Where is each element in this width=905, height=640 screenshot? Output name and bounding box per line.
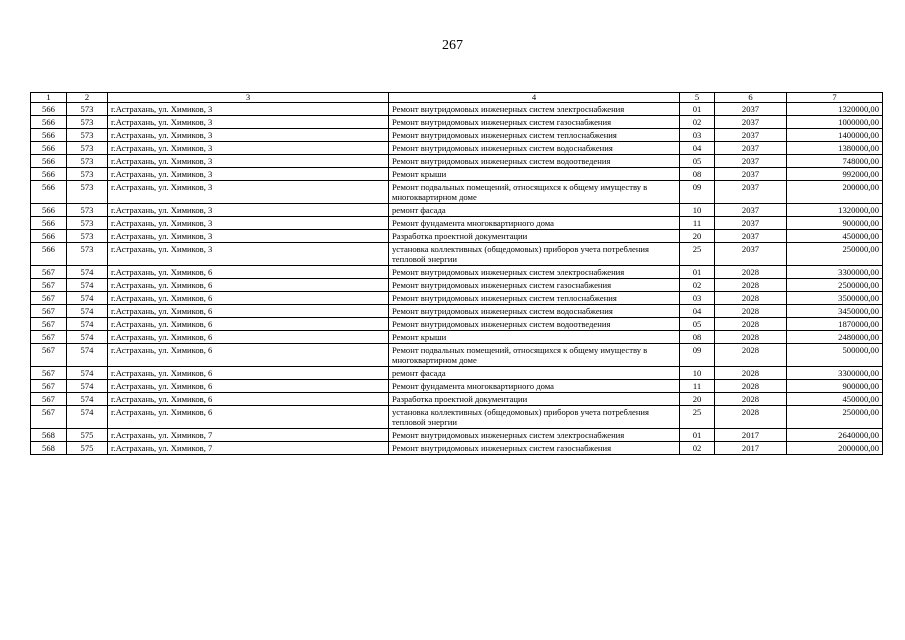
work-code-cell: 11 [680, 217, 715, 230]
column-header-3: 3 [108, 93, 389, 103]
row-number-cell: 567 [31, 279, 67, 292]
row-number-cell: 566 [31, 129, 67, 142]
row-number-cell: 566 [31, 243, 67, 266]
table-header [31, 93, 883, 103]
cost-cell: 992000,00 [787, 168, 883, 181]
work-code-cell: 11 [680, 380, 715, 393]
row-number-cell: 567 [31, 367, 67, 380]
address-cell: г.Астрахань, ул. Химиков, 3 [108, 168, 389, 181]
cost-cell: 3300000,00 [787, 266, 883, 279]
work-code-cell: 09 [680, 181, 715, 204]
record-number-cell: 574 [67, 331, 108, 344]
address-cell: г.Астрахань, ул. Химиков, 3 [108, 181, 389, 204]
row-number-cell: 566 [31, 181, 67, 204]
row-number-cell: 567 [31, 331, 67, 344]
cost-cell: 1400000,00 [787, 129, 883, 142]
work-type-cell: Ремонт внутридомовых инженерных систем теплоснабжения [389, 292, 680, 305]
address-cell: г.Астрахань, ул. Химиков, 6 [108, 406, 389, 429]
column-header-6: 6 [715, 93, 787, 103]
year-cell: 2037 [715, 142, 787, 155]
record-number-cell: 574 [67, 292, 108, 305]
row-number-cell: 567 [31, 266, 67, 279]
record-number-cell: 573 [67, 116, 108, 129]
table-row [31, 367, 883, 380]
work-code-cell: 08 [680, 168, 715, 181]
address-cell: г.Астрахань, ул. Химиков, 6 [108, 292, 389, 305]
table-row [31, 243, 883, 266]
record-number-cell: 574 [67, 279, 108, 292]
work-code-cell: 03 [680, 129, 715, 142]
record-number-cell: 574 [67, 266, 108, 279]
cost-cell: 2000000,00 [787, 442, 883, 455]
row-number-cell: 567 [31, 344, 67, 367]
work-type-cell: Ремонт внутридомовых инженерных систем водоснабжения [389, 305, 680, 318]
work-type-cell: Ремонт внутридомовых инженерных систем электроснабжения [389, 266, 680, 279]
work-type-cell: Ремонт подвальных помещений, относящихся к общему имуществу в многоквартирном доме [389, 344, 680, 367]
cost-cell: 1320000,00 [787, 204, 883, 217]
column-header-1: 1 [31, 93, 67, 103]
table-row [31, 204, 883, 217]
year-cell: 2028 [715, 393, 787, 406]
address-cell: г.Астрахань, ул. Химиков, 3 [108, 217, 389, 230]
table-row [31, 429, 883, 442]
record-number-cell: 574 [67, 367, 108, 380]
work-type-cell: Ремонт подвальных помещений, относящихся к общему имуществу в многоквартирном доме [389, 181, 680, 204]
table-row [31, 142, 883, 155]
year-cell: 2037 [715, 217, 787, 230]
record-number-cell: 574 [67, 406, 108, 429]
cost-cell: 1870000,00 [787, 318, 883, 331]
year-cell: 2037 [715, 129, 787, 142]
work-code-cell: 02 [680, 279, 715, 292]
work-code-cell: 05 [680, 155, 715, 168]
record-number-cell: 573 [67, 168, 108, 181]
row-number-cell: 566 [31, 168, 67, 181]
work-type-cell: Ремонт крыши [389, 331, 680, 344]
column-header-5: 5 [680, 93, 715, 103]
address-cell: г.Астрахань, ул. Химиков, 6 [108, 266, 389, 279]
work-code-cell: 01 [680, 266, 715, 279]
cost-cell: 250000,00 [787, 406, 883, 429]
record-number-cell: 573 [67, 155, 108, 168]
table-row [31, 393, 883, 406]
table-row [31, 181, 883, 204]
record-number-cell: 573 [67, 181, 108, 204]
record-number-cell: 574 [67, 318, 108, 331]
address-cell: г.Астрахань, ул. Химиков, 6 [108, 279, 389, 292]
work-type-cell: Ремонт фундамента многоквартирного дома [389, 217, 680, 230]
row-number-cell: 567 [31, 380, 67, 393]
year-cell: 2037 [715, 243, 787, 266]
record-number-cell: 573 [67, 129, 108, 142]
cost-cell: 1000000,00 [787, 116, 883, 129]
work-code-cell: 20 [680, 393, 715, 406]
year-cell: 2037 [715, 181, 787, 204]
address-cell: г.Астрахань, ул. Химиков, 6 [108, 318, 389, 331]
record-number-cell: 573 [67, 217, 108, 230]
row-number-cell: 566 [31, 155, 67, 168]
work-type-cell: Разработка проектной документации [389, 393, 680, 406]
table-row [31, 168, 883, 181]
table-body [31, 103, 883, 455]
table-row [31, 318, 883, 331]
cost-cell: 2640000,00 [787, 429, 883, 442]
table-row [31, 217, 883, 230]
table-row [31, 344, 883, 367]
address-cell: г.Астрахань, ул. Химиков, 6 [108, 367, 389, 380]
work-type-cell: Ремонт крыши [389, 168, 680, 181]
cost-cell: 748000,00 [787, 155, 883, 168]
row-number-cell: 566 [31, 142, 67, 155]
cost-cell: 3300000,00 [787, 367, 883, 380]
year-cell: 2037 [715, 116, 787, 129]
work-code-cell: 01 [680, 103, 715, 116]
work-code-cell: 10 [680, 367, 715, 380]
year-cell: 2028 [715, 318, 787, 331]
table-row [31, 406, 883, 429]
address-cell: г.Астрахань, ул. Химиков, 7 [108, 442, 389, 455]
table-row [31, 230, 883, 243]
column-header-7: 7 [787, 93, 883, 103]
cost-cell: 1320000,00 [787, 103, 883, 116]
work-type-cell: Ремонт внутридомовых инженерных систем газоснабжения [389, 116, 680, 129]
record-number-cell: 573 [67, 142, 108, 155]
year-cell: 2028 [715, 279, 787, 292]
cost-cell: 900000,00 [787, 217, 883, 230]
table-row [31, 103, 883, 116]
row-number-cell: 566 [31, 217, 67, 230]
year-cell: 2037 [715, 204, 787, 217]
year-cell: 2028 [715, 305, 787, 318]
work-code-cell: 25 [680, 406, 715, 429]
address-cell: г.Астрахань, ул. Химиков, 3 [108, 103, 389, 116]
year-cell: 2037 [715, 168, 787, 181]
work-type-cell: Ремонт внутридомовых инженерных систем электроснабжения [389, 103, 680, 116]
cost-cell: 450000,00 [787, 230, 883, 243]
row-number-cell: 568 [31, 429, 67, 442]
work-code-cell: 02 [680, 116, 715, 129]
table-row [31, 155, 883, 168]
record-number-cell: 573 [67, 230, 108, 243]
work-code-cell: 20 [680, 230, 715, 243]
cost-cell: 450000,00 [787, 393, 883, 406]
work-code-cell: 04 [680, 142, 715, 155]
column-header-4: 4 [389, 93, 680, 103]
work-type-cell: Ремонт фундамента многоквартирного дома [389, 380, 680, 393]
table-row [31, 331, 883, 344]
record-number-cell: 574 [67, 393, 108, 406]
row-number-cell: 566 [31, 116, 67, 129]
year-cell: 2028 [715, 344, 787, 367]
work-type-cell: Ремонт внутридомовых инженерных систем водоотведения [389, 155, 680, 168]
address-cell: г.Астрахань, ул. Химиков, 3 [108, 116, 389, 129]
repair-schedule-table [30, 92, 883, 455]
address-cell: г.Астрахань, ул. Химиков, 6 [108, 393, 389, 406]
year-cell: 2028 [715, 331, 787, 344]
header-row [31, 93, 883, 103]
record-number-cell: 574 [67, 344, 108, 367]
cost-cell: 200000,00 [787, 181, 883, 204]
address-cell: г.Астрахань, ул. Химиков, 3 [108, 142, 389, 155]
work-code-cell: 04 [680, 305, 715, 318]
table-row [31, 266, 883, 279]
address-cell: г.Астрахань, ул. Химиков, 3 [108, 129, 389, 142]
work-type-cell: Ремонт внутридомовых инженерных систем теплоснабжения [389, 129, 680, 142]
record-number-cell: 575 [67, 442, 108, 455]
work-type-cell: установка коллективных (общедомовых) приборов учета потребления тепловой энергии [389, 243, 680, 266]
table-row [31, 116, 883, 129]
work-type-cell: установка коллективных (общедомовых) приборов учета потребления тепловой энергии [389, 406, 680, 429]
table-row [31, 442, 883, 455]
column-header-2: 2 [67, 93, 108, 103]
address-cell: г.Астрахань, ул. Химиков, 3 [108, 243, 389, 266]
record-number-cell: 573 [67, 103, 108, 116]
work-type-cell: Ремонт внутридомовых инженерных систем электроснабжения [389, 429, 680, 442]
year-cell: 2028 [715, 266, 787, 279]
cost-cell: 3450000,00 [787, 305, 883, 318]
cost-cell: 2500000,00 [787, 279, 883, 292]
year-cell: 2037 [715, 155, 787, 168]
table-row [31, 305, 883, 318]
cost-cell: 2480000,00 [787, 331, 883, 344]
address-cell: г.Астрахань, ул. Химиков, 6 [108, 344, 389, 367]
address-cell: г.Астрахань, ул. Химиков, 6 [108, 331, 389, 344]
address-cell: г.Астрахань, ул. Химиков, 6 [108, 380, 389, 393]
year-cell: 2028 [715, 380, 787, 393]
work-code-cell: 05 [680, 318, 715, 331]
work-type-cell: Ремонт внутридомовых инженерных систем газоснабжения [389, 442, 680, 455]
work-type-cell: Ремонт внутридомовых инженерных систем водоснабжения [389, 142, 680, 155]
page-number: 267 [442, 38, 463, 53]
record-number-cell: 573 [67, 204, 108, 217]
work-code-cell: 25 [680, 243, 715, 266]
row-number-cell: 567 [31, 292, 67, 305]
row-number-cell: 567 [31, 406, 67, 429]
address-cell: г.Астрахань, ул. Химиков, 3 [108, 204, 389, 217]
table-row [31, 129, 883, 142]
row-number-cell: 568 [31, 442, 67, 455]
record-number-cell: 574 [67, 380, 108, 393]
work-type-cell: ремонт фасада [389, 367, 680, 380]
row-number-cell: 567 [31, 393, 67, 406]
record-number-cell: 575 [67, 429, 108, 442]
year-cell: 2037 [715, 230, 787, 243]
table-row [31, 292, 883, 305]
row-number-cell: 566 [31, 230, 67, 243]
work-type-cell: Разработка проектной документации [389, 230, 680, 243]
cost-cell: 3500000,00 [787, 292, 883, 305]
year-cell: 2028 [715, 406, 787, 429]
table-row [31, 380, 883, 393]
work-type-cell: ремонт фасада [389, 204, 680, 217]
work-type-cell: Ремонт внутридомовых инженерных систем водоотведения [389, 318, 680, 331]
row-number-cell: 567 [31, 305, 67, 318]
cost-cell: 250000,00 [787, 243, 883, 266]
year-cell: 2028 [715, 292, 787, 305]
table-row [31, 279, 883, 292]
work-code-cell: 10 [680, 204, 715, 217]
work-code-cell: 09 [680, 344, 715, 367]
row-number-cell: 566 [31, 103, 67, 116]
year-cell: 2017 [715, 429, 787, 442]
year-cell: 2017 [715, 442, 787, 455]
work-type-cell: Ремонт внутридомовых инженерных систем газоснабжения [389, 279, 680, 292]
address-cell: г.Астрахань, ул. Химиков, 6 [108, 305, 389, 318]
cost-cell: 500000,00 [787, 344, 883, 367]
year-cell: 2028 [715, 367, 787, 380]
work-code-cell: 02 [680, 442, 715, 455]
row-number-cell: 566 [31, 204, 67, 217]
year-cell: 2037 [715, 103, 787, 116]
address-cell: г.Астрахань, ул. Химиков, 3 [108, 230, 389, 243]
address-cell: г.Астрахань, ул. Химиков, 3 [108, 155, 389, 168]
work-code-cell: 01 [680, 429, 715, 442]
cost-cell: 1380000,00 [787, 142, 883, 155]
row-number-cell: 567 [31, 318, 67, 331]
record-number-cell: 573 [67, 243, 108, 266]
work-code-cell: 08 [680, 331, 715, 344]
work-code-cell: 03 [680, 292, 715, 305]
cost-cell: 900000,00 [787, 380, 883, 393]
record-number-cell: 574 [67, 305, 108, 318]
address-cell: г.Астрахань, ул. Химиков, 7 [108, 429, 389, 442]
